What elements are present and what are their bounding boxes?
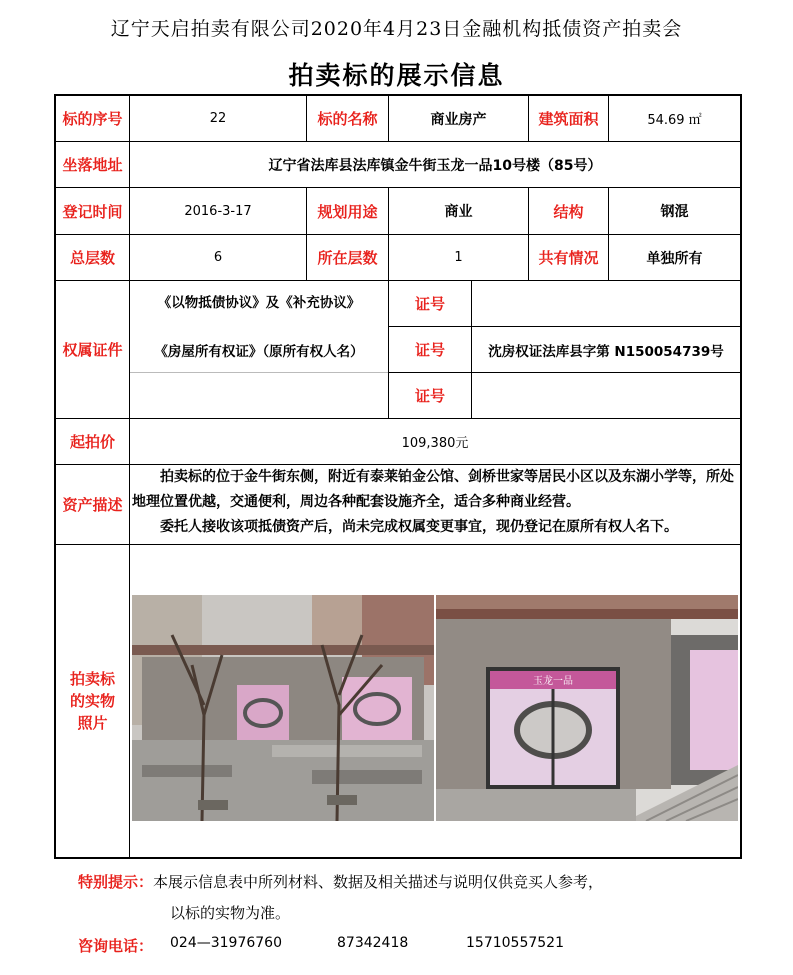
cert-label: 权属证件	[62, 341, 123, 359]
cert-no-3	[472, 373, 740, 418]
floor-label: 所在层数	[317, 249, 378, 267]
cert-no-label-3: 证号	[414, 387, 445, 405]
cert-no-label-2: 证号	[414, 341, 445, 359]
desc-paragraph-2: 委托人接收该项抵债资产后，尚未完成权属变更事宜，现仍登记在原所有权人名下。	[160, 519, 678, 535]
lot-no-value: 22	[209, 111, 227, 126]
cert-no-1	[472, 281, 740, 326]
start-price-value: 109,380元	[401, 436, 469, 451]
notice-line-2: 以标的实物为准。	[170, 904, 291, 922]
page-title: 拍卖标的展示信息	[288, 61, 505, 90]
phone-1: 024—31976760	[170, 935, 282, 951]
area-value: 54.69 ㎡	[647, 113, 702, 128]
asset-description	[130, 465, 741, 540]
cert-no-label-1: 证号	[414, 295, 445, 313]
usage-value: 商业	[444, 204, 473, 220]
reg-time-value: 2016-3-17	[184, 203, 252, 219]
phone-label: 咨询电话：	[78, 937, 154, 955]
photo-label: 拍卖标的实物照片	[69, 670, 115, 732]
lot-no-label: 标的序号	[62, 110, 123, 128]
notice-line-1: 本展示信息表中所列材料、数据及相关描述与说明仅供竞买人参考，	[153, 873, 604, 891]
usage-label: 规划用途	[317, 202, 378, 221]
phone-3: 15710557521	[466, 935, 564, 951]
address-value: 辽宁省法库县法库镇金牛街玉龙一品10号楼（85号）	[268, 157, 602, 174]
reg-time-label: 登记时间	[62, 202, 123, 221]
photo-sign-text: 玉龙一品	[533, 676, 573, 687]
total-floors-value: 6	[213, 250, 223, 265]
cert-no-2: 沈房权证法库县字第 N150054739号	[488, 343, 724, 360]
lot-name-value: 商业房产	[430, 111, 487, 128]
ownership-value: 单独所有	[646, 250, 703, 267]
lot-name-label: 标的名称	[317, 110, 378, 128]
cert-doc-3	[130, 373, 388, 418]
start-price-label: 起拍价	[69, 433, 115, 451]
cert-doc-2: 《房屋所有权证》（原所有权人名）	[154, 343, 364, 360]
cert-doc-1: 《以物抵债协议》及《补充协议》	[157, 295, 361, 311]
structure-label: 结构	[553, 202, 584, 221]
property-photo-1	[132, 595, 434, 821]
ownership-label: 共有情况	[538, 249, 599, 267]
desc-paragraph-1: 拍卖标的位于金牛街东侧，附近有泰莱铂金公馆、剑桥世家等居民小区以及东湖小学等，所处地理位置优越，交通便利，周边各种配套设施齐全，适合多种商业经营。	[132, 469, 734, 510]
desc-label: 资产描述	[62, 496, 123, 514]
company-line: 辽宁天启拍卖有限公司2020年4月23日金融机构抵债资产拍卖会	[110, 18, 683, 40]
structure-value: 钢混	[660, 204, 689, 220]
phone-2: 87342418	[337, 935, 409, 951]
address-label: 坐落地址	[62, 156, 123, 174]
property-photo-2	[436, 595, 738, 821]
total-floors-label: 总层数	[69, 249, 115, 267]
area-label: 建筑面积	[538, 110, 599, 128]
notice-label: 特别提示：	[78, 873, 154, 891]
floor-value: 1	[454, 250, 463, 265]
